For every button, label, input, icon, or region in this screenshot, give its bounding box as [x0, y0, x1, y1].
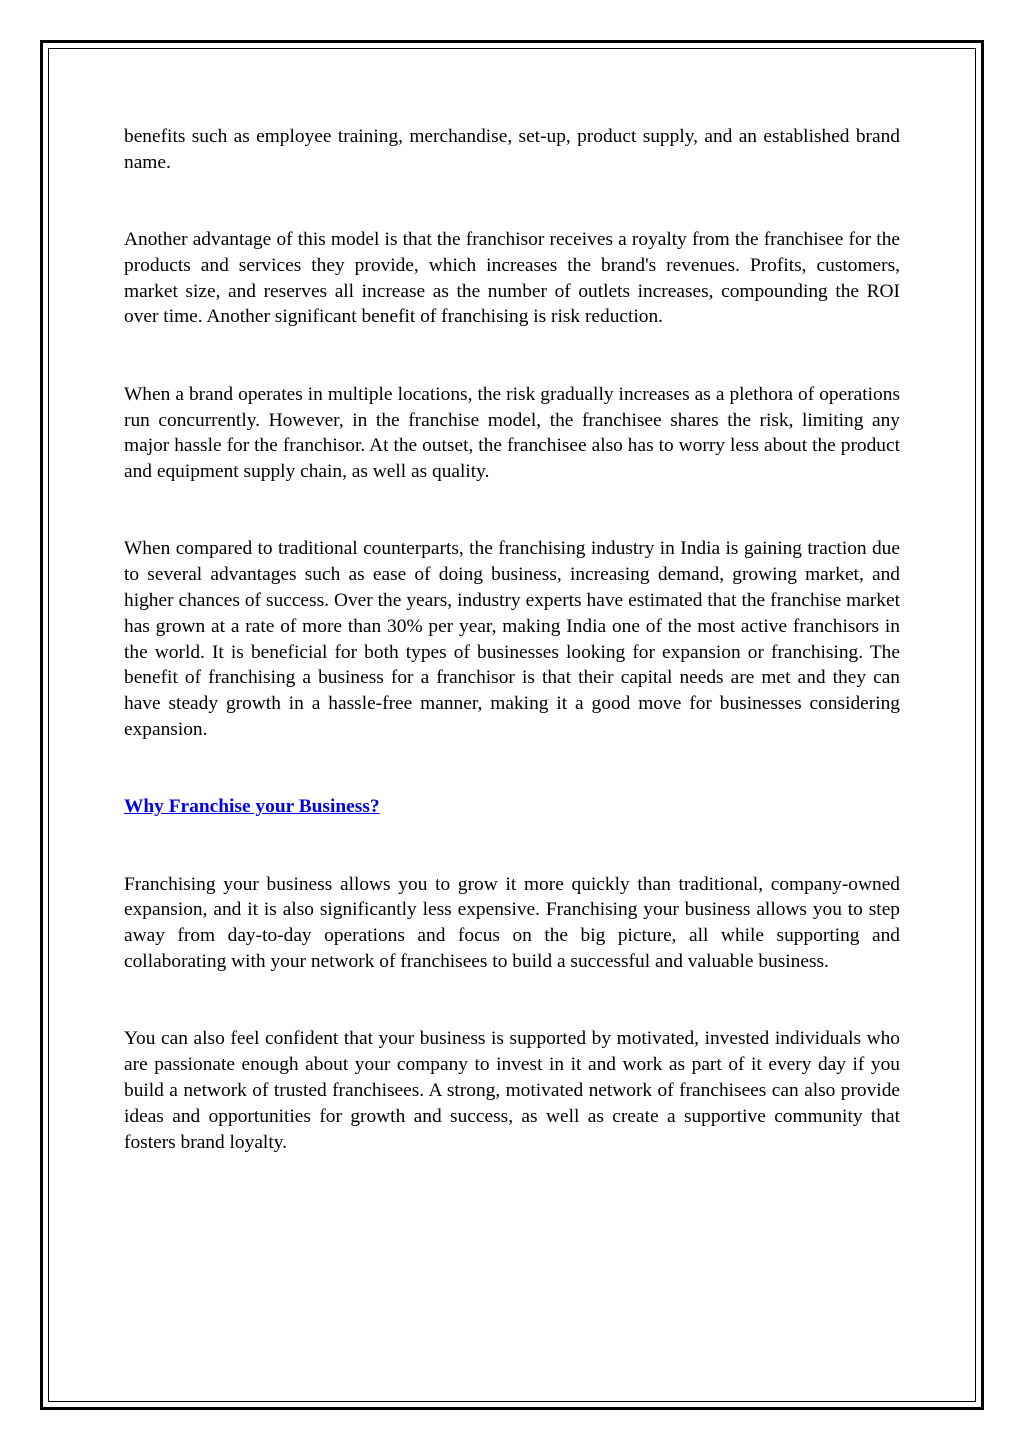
- why-franchise-heading-link[interactable]: Why Franchise your Business?: [124, 796, 380, 818]
- paragraph-franchising-growth: Franchising your business allows you to grow it more quickly than traditional, company-owned expansion, and it is also significantly less expensive. Franchising your business allows you to step away from day-to-day operations and focus on the big picture, all while supporting and collaborating with your network of franchisees to build a successful and valuable business.: [124, 873, 900, 973]
- document-body: [124, 124, 900, 1155]
- paragraph-india-franchising: When compared to traditional counterparts, the franchising industry in India is gaining traction due to several advantages such as ease of doing business, increasing demand, growing market, and higher chances of success. Over the years, industry experts have estimated that the franchise market has grown at a rate of more than 30% per year, making India one of the most active franchisors in the world. It is beneficial for both types of businesses looking for expansion or franchising. The benefit of franchising a business for a franchisor is that their capital needs are met and they can have steady growth in a hassle-free manner, making it a good move for businesses considering expansion.: [124, 538, 900, 741]
- paragraph-franchisee-network: You can also feel confident that your business is supported by motivated, invested individuals who are passionate enough about your company to invest in it and work as part of it every day if you build a network of trusted franchisees. A strong, motivated network of franchisees can also provide ideas and opportunities for growth and success, as well as create a supportive community that fosters brand loyalty.: [124, 1028, 900, 1153]
- paragraph-benefits-continued: benefits such as employee training, merchandise, set-up, product supply, and an established brand name.: [124, 126, 900, 173]
- paragraph-royalty-advantage: Another advantage of this model is that the franchisor receives a royalty from the franchisee for the products and services they provide, which increases the brand's revenues. Profits, customers, market size, and reserves all increase as the number of outlets increases, compounding the ROI over time. Another significant benefit of franchising is risk reduction.: [124, 229, 900, 328]
- paragraph-risk-sharing: When a brand operates in multiple locations, the risk gradually increases as a plethora of operations run concurrently. However, in the franchise model, the franchisee shares the risk, limiting any major hassle for the franchisor. At the outset, the franchisee also has to worry less about the product and equipment supply chain, as well as quality.: [124, 383, 900, 483]
